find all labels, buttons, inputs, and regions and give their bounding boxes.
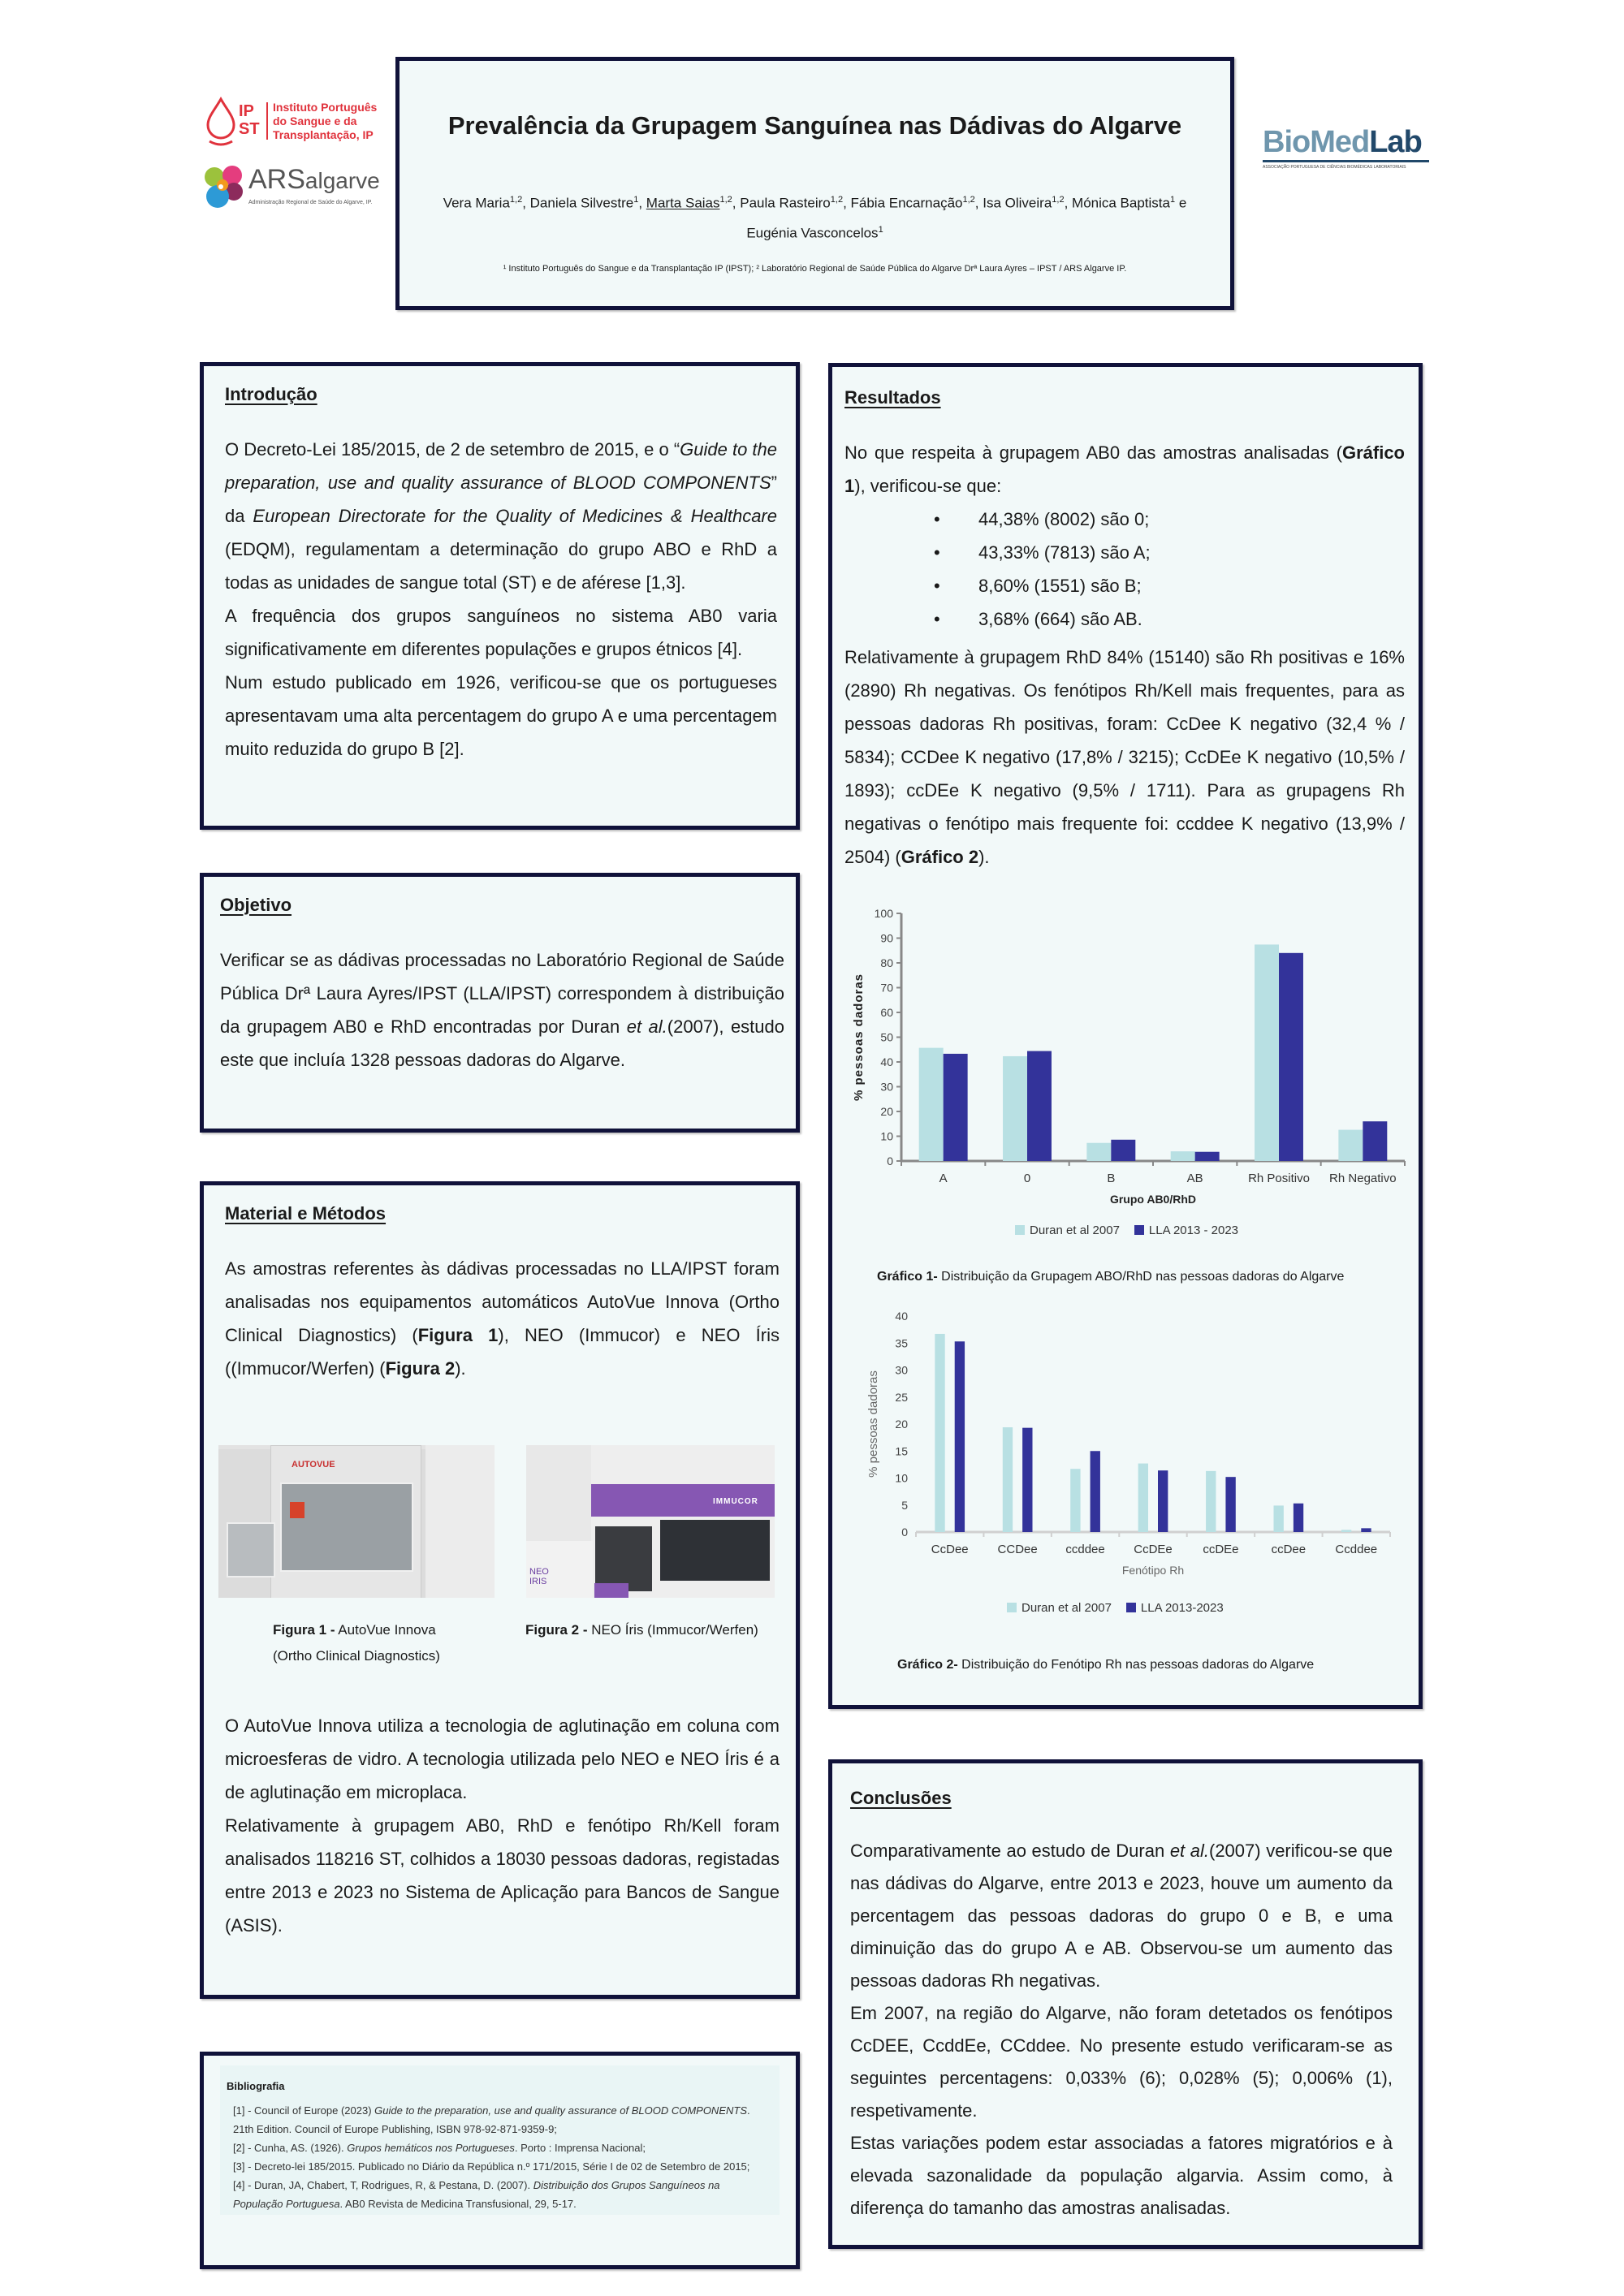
legend-item: Duran et al 2007 [1015, 1224, 1120, 1237]
conclusoes-body: Comparativamente ao estudo de Duran et al.(2007) verificou-se que nas dádivas do Algarve, entre 2013 e 2023, houve um aumento da percentagem das pessoas dadoras do grupo 0 e B, e uma diminuição das do grupo A e AB. Observou-se um aumento das pessoas dadoras Rh negativas. Em 2007, na região do Algarve, não foram detetados os fenótipos CcDEE, CcddEe, CCddee. No presente estudo verificaram-se as seguintes percentagens: 0,033% (6); 0,028% (5); 0,006% (1), respetivamente. Estas variações podem estar associadas a fatores migratórios e à elevada sazonalidade da população algarvia. Assim como, à diferença do tamanho das amostras analisadas. [850, 1841, 1393, 2218]
svg-text:ccddee: ccddee [1065, 1543, 1105, 1556]
author-name: Paula Rasteiro [740, 195, 831, 211]
legend-item: LLA 2013 - 2023 [1134, 1224, 1238, 1237]
bar [1091, 1451, 1100, 1532]
list-item: • 44,38% (8002) são 0; [934, 509, 1150, 529]
ars-algarve-logo [201, 162, 384, 213]
bar [1111, 1140, 1135, 1161]
author-name: Fábia Encarnação [850, 195, 963, 211]
chart-abo-rhd [844, 907, 1413, 1297]
svg-text:CcDEe: CcDEe [1134, 1543, 1173, 1556]
svg-text:10: 10 [895, 1471, 908, 1485]
autovue-brand-label: AUTOVUE [292, 1460, 335, 1470]
legend-item: Duran et al 2007 [1007, 1601, 1112, 1615]
bar [1363, 1121, 1387, 1161]
bar [1086, 1143, 1111, 1161]
bar [1206, 1471, 1216, 1532]
biomedlab-logo [1263, 126, 1437, 178]
svg-text:AB: AB [1186, 1172, 1203, 1185]
ipst-mark-top: IP [239, 102, 254, 120]
bar [1070, 1469, 1080, 1532]
svg-text:ccDee: ccDee [1271, 1543, 1307, 1556]
chart-legend [1015, 1224, 1238, 1237]
section-title: Conclusões [850, 1788, 952, 1808]
neo-iris-product-label: NEO IRIS [529, 1567, 549, 1586]
chart-caption: Gráfico 1- Distribuição da Grupagem ABO/RhD nas pessoas dadoras do Algarve [877, 1270, 1345, 1284]
section-conclusoes [828, 1759, 1423, 2249]
svg-text:% pessoas dadoras: % pessoas dadoras [852, 973, 866, 1102]
bar [1138, 1464, 1148, 1532]
svg-text:0: 0 [901, 1526, 908, 1539]
list-item: • 43,33% (7813) são A; [934, 542, 1151, 563]
biomed-subtitle: ASSOCIAÇÃO PORTUGUESA DE CIÊNCIAS BIOMÉDICAS LABORATORIAIS [1263, 165, 1406, 170]
reference-list [233, 2101, 769, 2213]
svg-text:100: 100 [874, 907, 893, 920]
section-title: Resultados [844, 387, 941, 408]
svg-text:30: 30 [880, 1080, 893, 1094]
svg-text:10: 10 [880, 1129, 893, 1143]
chart-caption: Gráfico 2- Distribuição do Fenótipo Rh nas pessoas dadoras do Algarve [897, 1658, 1315, 1672]
bar [1338, 1130, 1363, 1161]
svg-text:30: 30 [895, 1363, 908, 1377]
svg-text:B: B [1107, 1172, 1116, 1185]
svg-text:70: 70 [880, 981, 893, 995]
author-name: Vera Maria [443, 195, 510, 211]
svg-text:0: 0 [887, 1154, 893, 1167]
legend-item: LLA 2013-2023 [1126, 1601, 1224, 1615]
section-title: Objetivo [220, 895, 292, 915]
author-name: Mónica Baptista [1072, 195, 1170, 211]
svg-text:A: A [939, 1172, 948, 1185]
svg-text:60: 60 [880, 1006, 893, 1019]
bar [1195, 1152, 1220, 1161]
list-item: • 8,60% (1551) são B; [934, 576, 1142, 596]
svg-text:ccDEe: ccDEe [1203, 1543, 1239, 1556]
ipst-name-line1: Instituto Português [273, 101, 378, 114]
abo-results-list [844, 503, 1405, 636]
ars-subtitle: Administração Regional de Saúde do Algarve, IP. [248, 200, 373, 205]
bar [1003, 1056, 1027, 1161]
svg-text:Ccddee: Ccddee [1335, 1543, 1378, 1556]
immucor-brand-label: IMMUCOR [713, 1497, 758, 1506]
author-list: Vera Maria$^{1,2}$, Daniela Silvestre$^1$, Marta Saias$^{1,2}$, Paula Rasteiro$^{1,2}$, Fábia Encarnação$^{1,2}$, Isa Oliveira$^{1,2}$, Mónica Baptista$^1$ e Eugénia Vasconcelos$^1$ [443, 195, 1187, 241]
bar [944, 1054, 968, 1161]
section-title: Material e Métodos [225, 1203, 387, 1224]
poster-header [395, 57, 1234, 310]
author-name: Isa Oliveira [983, 195, 1052, 211]
bar [1003, 1427, 1013, 1532]
introducao-paragraph-3: Num estudo publicado em 1926, verificou-se que os portugueses apresentavam uma alta percentagem do grupo A e uma percentagem muito reduzida do grupo B [2]. [225, 672, 777, 759]
ars-name-a: ARS [248, 164, 305, 195]
reference-item: [1] - Council of Europe (2023) Guide to the preparation, use and quality assurance of BLOOD COMPONENTS. 21th Edition. Council of Europe Publishing, ISBN 978-92-871-9359-9; [233, 2104, 750, 2135]
svg-text:CCDee: CCDee [997, 1543, 1038, 1556]
section-title: Bibliografia [227, 2080, 285, 2092]
biomed-part2: Lab [1369, 125, 1422, 159]
reference-item: [3] - Decreto-lei 185/2015. Publicado no Diário da República n.º 171/2015, Série I de 02 de Setembro de 2015; [233, 2160, 750, 2173]
svg-text:40: 40 [895, 1310, 908, 1323]
section-objetivo [200, 873, 800, 1133]
bar [1294, 1504, 1303, 1532]
bar [1279, 953, 1303, 1161]
section-material-metodos [200, 1181, 800, 1999]
author-name: Eugénia Vasconcelos [746, 225, 879, 241]
svg-text:25: 25 [895, 1390, 908, 1404]
chart-rh-phenotype [844, 1301, 1413, 1698]
bar [1171, 1151, 1195, 1161]
svg-text:5: 5 [901, 1498, 908, 1512]
resultados-body: No que respeita à grupagem AB0 das amostras analisadas (Gráfico 1), verificou-se que: • 44,38% (8002) são 0; • 43,33% (7813) são A; • 8,60% (1551) são B; • 3,68% (664) são AB. Relativamente à grupagem RhD 84% (15140) são Rh positivas e 16% (2890) Rh negativas. Os fenótipos Rh/Kell mais frequentes, para as pessoas dadoras Rh positivas, foram: CcDee K negativo (32,4 % / 5834); CCDee K negativo (17,8% / 3215); CcDEe K negativo (10,5% / 1893); ccDEe K negativo (9,5% / 1711). Para as grupagens Rh negativas o fenótipo mais frequente foi: ccddee K negativo (13,9% / 2504) (Gráfico 2). [844, 442, 1405, 867]
svg-text:90: 90 [880, 931, 893, 945]
section-resultados [828, 363, 1423, 1709]
bar [1361, 1528, 1371, 1532]
ipst-logo [203, 96, 390, 149]
chart-legend [1007, 1601, 1224, 1615]
bar [955, 1341, 965, 1532]
section-title: Introdução [225, 384, 317, 404]
svg-text:50: 50 [880, 1030, 893, 1044]
svg-text:Fenótipo Rh: Fenótipo Rh [1121, 1564, 1185, 1577]
figure-1-caption: Figura 1 - AutoVue Innova (Ortho Clinical Diagnostics) [273, 1622, 440, 1664]
introducao-paragraph-2: A frequência dos grupos sanguíneos no sistema AB0 varia significativamente em diferentes populações e grupos étnicos [4]. [225, 606, 777, 659]
bar [1022, 1428, 1032, 1532]
svg-text:15: 15 [895, 1444, 908, 1458]
author-name: Marta Saias [646, 195, 720, 211]
section-introducao [200, 362, 800, 830]
svg-text:80: 80 [880, 956, 893, 969]
bar [1255, 944, 1279, 1161]
svg-text:40: 40 [880, 1055, 893, 1068]
author-name: Daniela Silvestre [529, 195, 634, 211]
section-bibliografia [200, 2052, 800, 2269]
bar [1027, 1051, 1052, 1161]
ipst-name-line2: do Sangue e da [273, 114, 357, 127]
svg-text:% pessoas dadoras: % pessoas dadoras [866, 1370, 880, 1478]
ars-name-b: algarve [304, 168, 380, 193]
svg-text:CcDee: CcDee [931, 1543, 969, 1556]
ipst-mark-bottom: ST [239, 120, 260, 138]
bar [919, 1048, 944, 1161]
poster-title: Prevalência da Grupagem Sanguínea nas Dádivas do Algarve [447, 111, 1182, 140]
svg-text:Grupo AB0/RhD: Grupo AB0/RhD [1109, 1193, 1197, 1206]
bar [1225, 1477, 1235, 1532]
material-body-2: O AutoVue Innova utiliza a tecnologia de aglutinação em coluna com microesferas de vidro. A tecnologia utilizada pelo NEO e NEO Íris é a de aglutinação em microplaca. Relativamente à grupagem AB0, RhD e fenótipo Rh/Kell foram analisados 118216 ST, colhidos a 18030 pessoas dadoras, registadas entre 2013 e 2023 no Sistema de Aplicação para Bancos de Sangue (ASIS). [225, 1716, 780, 1936]
biomed-part1: BioMed [1263, 125, 1370, 159]
ipst-name-line3: Transplantação, IP [273, 128, 374, 141]
figure-1-autovue-photo [218, 1445, 495, 1598]
reference-item: [4] - Duran, JA, Chabert, T, Rodrigues, R, & Pestana, D. (2007). Distribuição dos Grupos Sanguíneos na População Portuguesa. AB0 Revista de Medicina Transfusional, 29, 5-17. [233, 2179, 720, 2210]
figure-2-neo-iris-photo [526, 1445, 775, 1598]
bar [1274, 1505, 1284, 1532]
figure-2-caption: Figura 2 - NEO Íris (Immucor/Werfen) [525, 1622, 758, 1638]
introducao-body: O Decreto-Lei 185/2015, de 2 de setembro de 2015, e o “Guide to the preparation, use and quality assurance of BLOOD COMPONENTS” da European Directorate for the Quality of Medicines & Healthcare (EDQM), regulamentam a determinação do grupo ABO e RhD a todas as unidades de sangue total (ST) e de aférese [1,3]. A frequência dos grupos sanguíneos no sistema AB0 varia significativamente em diferentes populações e grupos étnicos [4]. Num estudo publicado em 1926, verificou-se que os portugueses apresentavam uma alta percentagem do grupo A e uma percentagem muito reduzida do grupo B [2]. [225, 433, 777, 766]
bar [935, 1334, 944, 1532]
svg-text:20: 20 [895, 1418, 908, 1431]
svg-text:35: 35 [895, 1336, 908, 1350]
svg-text:Rh Positivo: Rh Positivo [1248, 1172, 1310, 1185]
svg-text:Rh Negativo: Rh Negativo [1329, 1172, 1397, 1185]
objetivo-body: Verificar se as dádivas processadas no Laboratório Regional de Saúde Pública Drª Laura Ayres/IPST (LLA/IPST) correspondem à distribuição da grupagem AB0 e RhD encontradas por Duran et al.(2007), estudo este que incluía 1328 pessoas dadoras do Algarve. [220, 950, 784, 1070]
bar [1341, 1530, 1351, 1532]
svg-text:0: 0 [1023, 1172, 1031, 1185]
svg-text:20: 20 [880, 1105, 893, 1118]
reference-item: [2] - Cunha, AS. (1926). Grupos hemáticos nos Portugueses. Porto : Imprensa Nacional; [233, 2142, 646, 2154]
affiliations: ¹ Instituto Português do Sangue e da Transplantação IP (IPST); ² Laboratório Regional de Saúde Pública do Algarve Drª Laura Ayres – IPST / ARS Algarve IP. [503, 264, 1127, 274]
material-body: As amostras referentes às dádivas processadas no LLA/IPST foram analisadas nos equipamentos automáticos AutoVue Innova (Ortho Clinical Diagnostics) (Figura 1), NEO (Immucor) e NEO Íris ((Immucor/Werfen) (Figura 2). [225, 1258, 780, 1379]
list-item: • 3,68% (664) são AB. [934, 609, 1142, 629]
bar [1158, 1470, 1168, 1532]
